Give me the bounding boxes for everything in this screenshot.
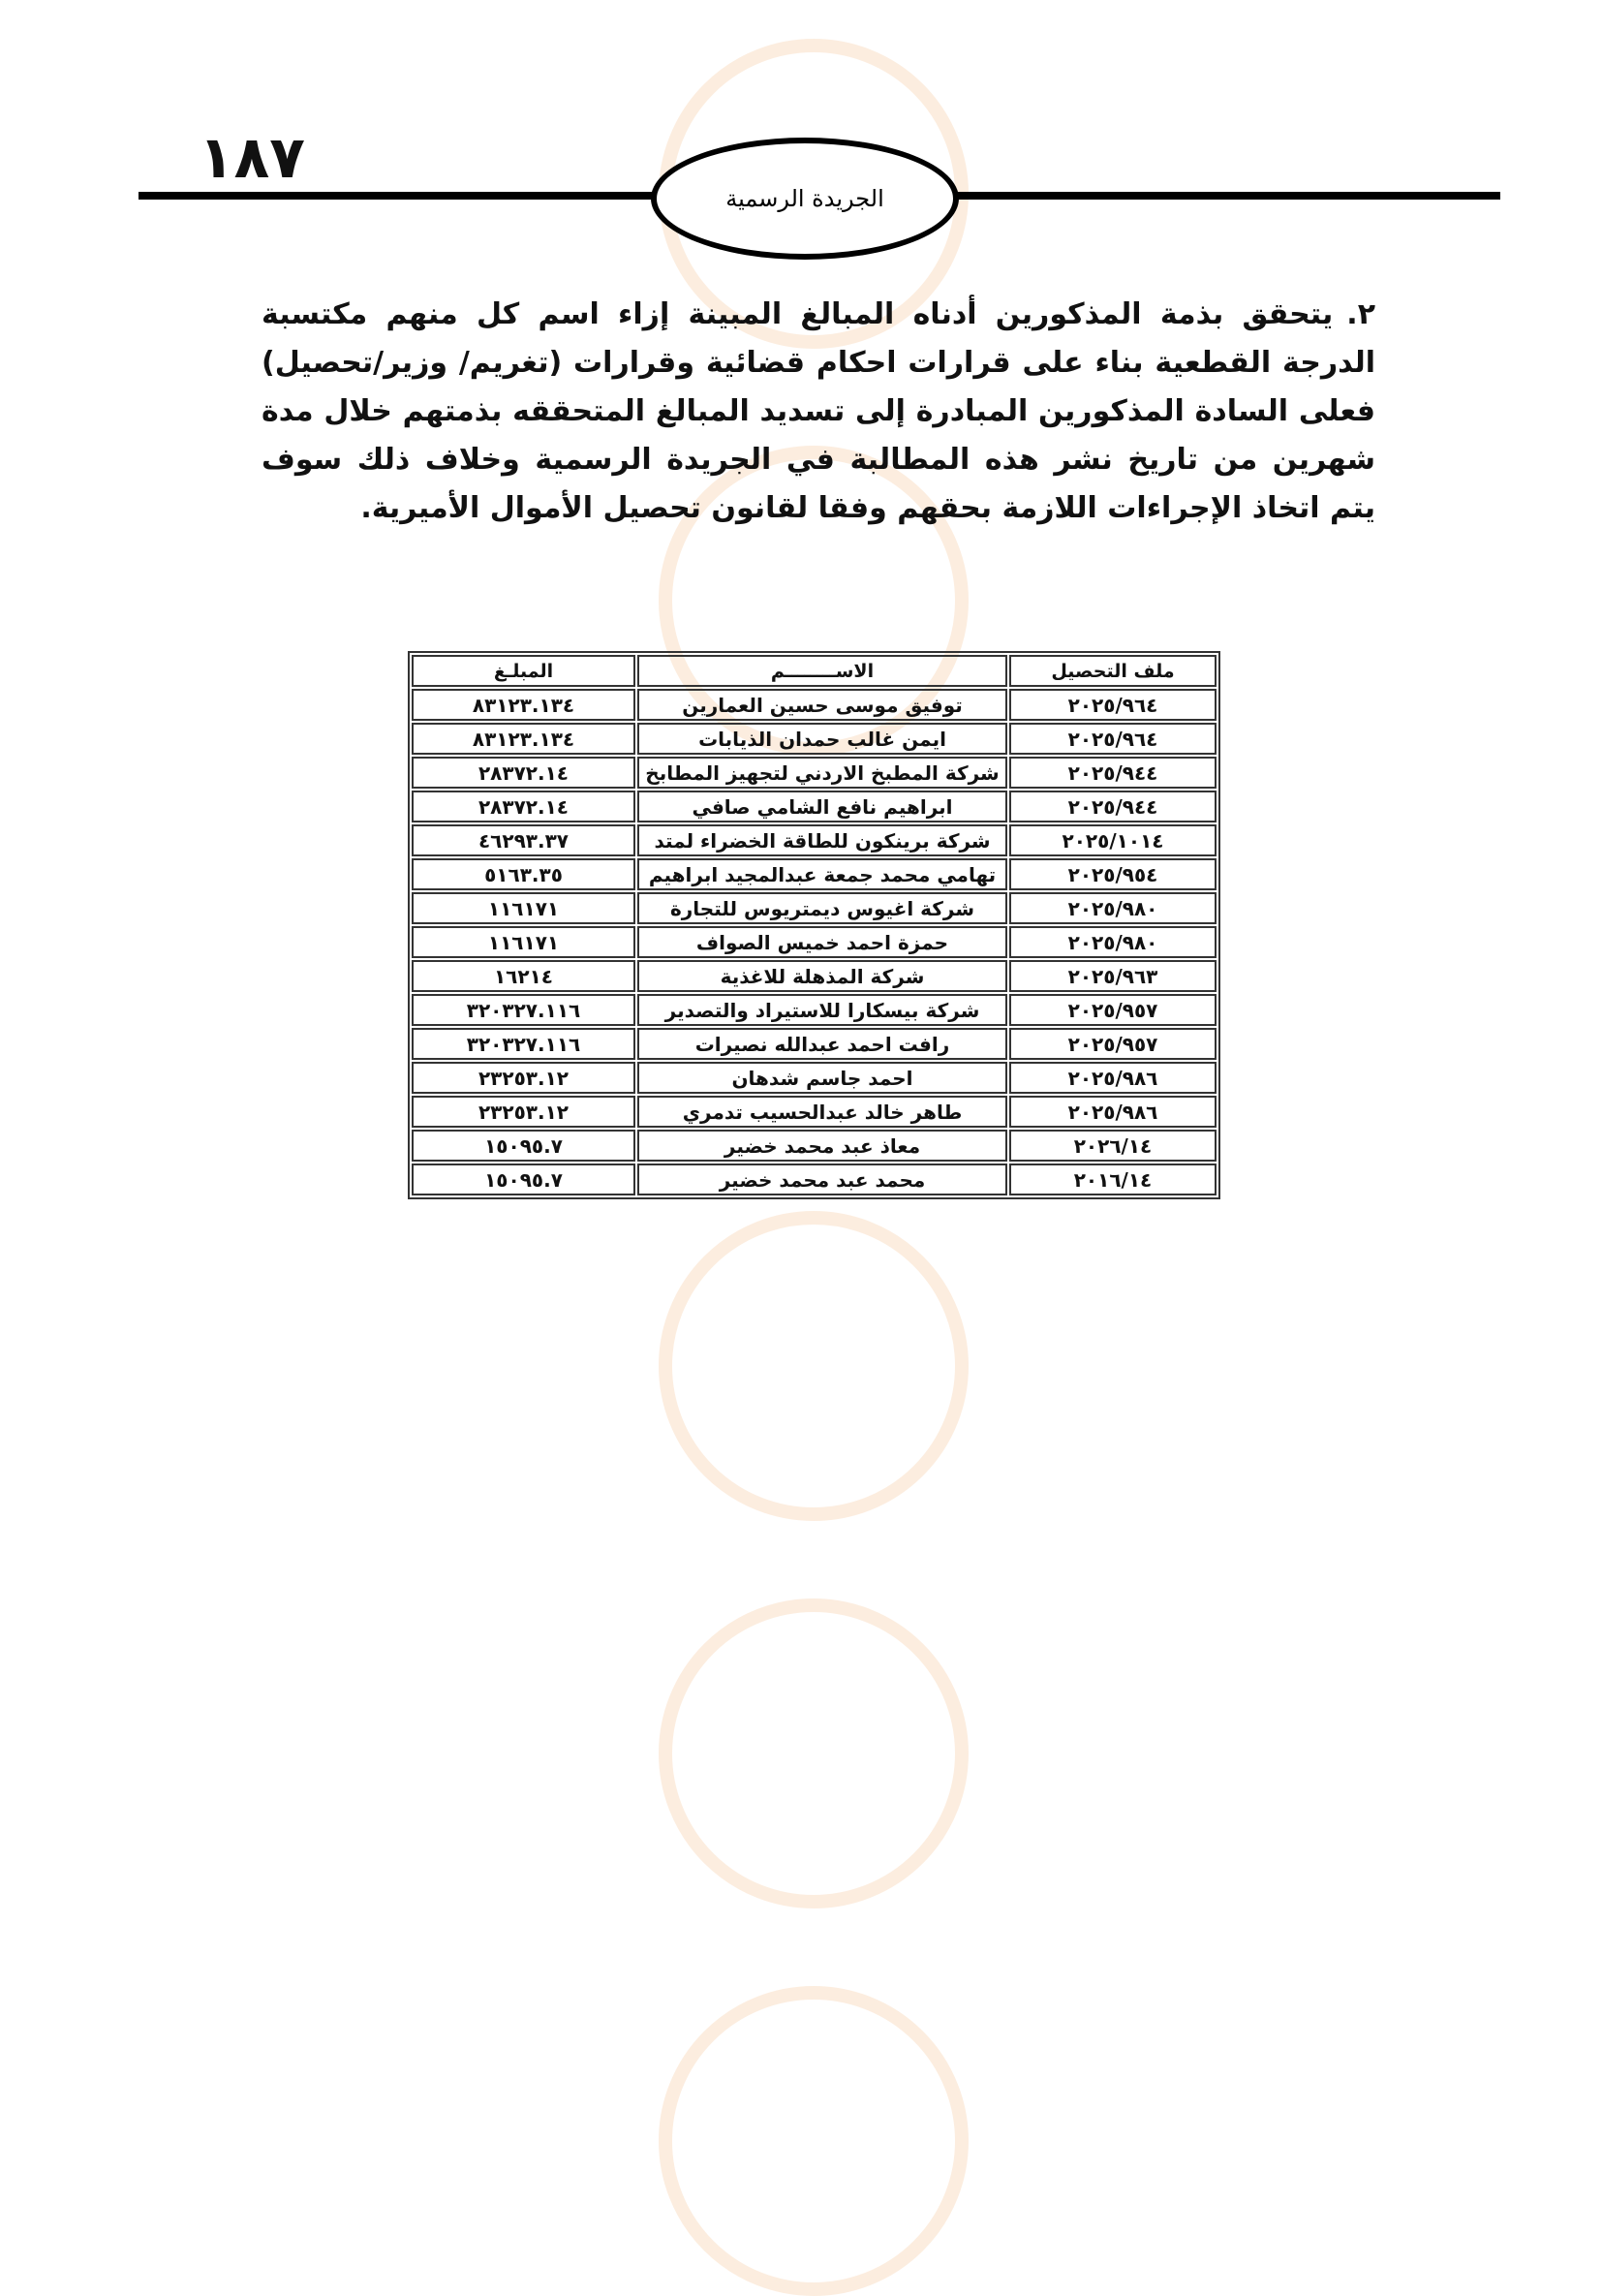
cell-file: ٢٠٢٥/٩٨٦ <box>1009 1062 1217 1094</box>
table-row <box>412 1130 1217 1162</box>
cell-name: شركة المذهلة للاغذية <box>637 960 1007 992</box>
cell-amount: ١٥٠٩٥.٧ <box>412 1164 635 1195</box>
table-row <box>412 723 1217 755</box>
notice-paragraph <box>262 291 1375 533</box>
page-number: ١٨٧ <box>199 124 305 192</box>
cell-amount: ٣٢٠٣٢٧.١١٦ <box>412 1028 635 1060</box>
cell-amount: ١٥٠٩٥.٧ <box>412 1130 635 1162</box>
cell-file: ٢٠٢٥/٩٨٠ <box>1009 892 1217 924</box>
cell-amount: ٥١٦٣.٣٥ <box>412 858 635 890</box>
cell-name: توفيق موسى حسين العمارين <box>637 689 1007 721</box>
table-row <box>412 892 1217 924</box>
cell-file: ٢٠٢٥/٩٦٤ <box>1009 689 1217 721</box>
cell-name: محمد عبد محمد خضير <box>637 1164 1007 1195</box>
cell-file: ٢٠٢٥/٩٦٣ <box>1009 960 1217 992</box>
cell-name: شركة اغيوس ديمتريوس للتجارة <box>637 892 1007 924</box>
cell-amount: ٨٣١٢٣.١٣٤ <box>412 723 635 755</box>
table-header-row <box>412 655 1217 687</box>
table-row <box>412 960 1217 992</box>
table-row <box>412 824 1217 856</box>
watermark-clock-icon <box>659 1986 969 2296</box>
cell-amount: ١١٦١٧١ <box>412 892 635 924</box>
header-title-ellipse <box>651 138 959 260</box>
table-row <box>412 757 1217 789</box>
header-file: ملف التحصيل <box>1009 655 1217 687</box>
paragraph-number: ٢. <box>1346 297 1375 331</box>
table-row <box>412 791 1217 822</box>
cell-name: تهامي محمد جمعة عبدالمجيد ابراهيم <box>637 858 1007 890</box>
cell-name: رافت احمد عبدالله نصيرات <box>637 1028 1007 1060</box>
table-row <box>412 1096 1217 1128</box>
cell-amount: ٨٣١٢٣.١٣٤ <box>412 689 635 721</box>
table-row <box>412 1164 1217 1195</box>
cell-name: احمد جاسم شدهان <box>637 1062 1007 1094</box>
cell-name: معاذ عبد محمد خضير <box>637 1130 1007 1162</box>
cell-file: ٢٠٢٥/٩٤٤ <box>1009 791 1217 822</box>
cell-amount: ٢٣٢٥٣.١٢ <box>412 1096 635 1128</box>
paragraph-text: يتحقق بذمة المذكورين أدناه المبالغ المبينة إزاء اسم كل منهم مكتسبة الدرجة القطعية بناء على قرارات احكام قضائية وقرارات (تغريم/ وزير/تحصيل) فعلى السادة المذكورين المبادرة إلى تسديد المبالغ المتحققه بذمتهم خلال مدة شهرين من تاريخ نشر هذه المطالبة في الجريدة الرسمية وخلاف ذلك سوف يتم اتخاذ الإجراءات اللازمة بحقهم وفقا لقانون تحصيل الأموال الأميرية. <box>262 297 1375 525</box>
cell-name: طاهر خالد عبدالحسيب تدمري <box>637 1096 1007 1128</box>
table-row <box>412 689 1217 721</box>
cell-file: ٢٠٢٥/١٠١٤ <box>1009 824 1217 856</box>
table-row <box>412 1062 1217 1094</box>
header-amount: المبلـغ <box>412 655 635 687</box>
header-title: الجريدة الرسمية <box>725 185 884 212</box>
cell-file: ٢٠٢٥/٩٥٧ <box>1009 994 1217 1026</box>
cell-file: ٢٠١٦/١٤ <box>1009 1164 1217 1195</box>
cell-name: شركة المطبخ الاردني لتجهيز المطابخ <box>637 757 1007 789</box>
cell-amount: ٤٦٢٩٣.٣٧ <box>412 824 635 856</box>
cell-name: ابراهيم نافع الشامي صافي <box>637 791 1007 822</box>
cell-name: حمزة احمد خميس الصواف <box>637 926 1007 958</box>
cell-file: ٢٠٢٥/٩٨٦ <box>1009 1096 1217 1128</box>
cell-file: ٢٠٢٥/٩٥٤ <box>1009 858 1217 890</box>
table-row <box>412 926 1217 958</box>
cell-file: ٢٠٢٥/٩٨٠ <box>1009 926 1217 958</box>
table-row <box>412 994 1217 1026</box>
cell-amount: ١٦٢١٤ <box>412 960 635 992</box>
cell-file: ٢٠٢٥/٩٤٤ <box>1009 757 1217 789</box>
cell-name: ايمن غالب حمدان الذيابات <box>637 723 1007 755</box>
cell-amount: ٢٨٣٧٢.١٤ <box>412 791 635 822</box>
table-row <box>412 1028 1217 1060</box>
cell-file: ٢٠٢٥/٩٦٤ <box>1009 723 1217 755</box>
header-name: الاســــــــم <box>637 655 1007 687</box>
watermark-clock-icon <box>659 1211 969 1521</box>
cell-file: ٢٠٢٦/١٤ <box>1009 1130 1217 1162</box>
cell-amount: ٢٣٢٥٣.١٢ <box>412 1062 635 1094</box>
cell-amount: ٣٢٠٣٢٧.١١٦ <box>412 994 635 1026</box>
cell-name: شركة برينكون للطاقة الخضراء لمتد <box>637 824 1007 856</box>
watermark-clock-icon <box>659 1598 969 1908</box>
cell-amount: ١١٦١٧١ <box>412 926 635 958</box>
debts-table <box>408 651 1220 1199</box>
cell-name: شركة بيسكارا للاستيراد والتصدير <box>637 994 1007 1026</box>
cell-file: ٢٠٢٥/٩٥٧ <box>1009 1028 1217 1060</box>
table-row <box>412 858 1217 890</box>
cell-amount: ٢٨٣٧٢.١٤ <box>412 757 635 789</box>
